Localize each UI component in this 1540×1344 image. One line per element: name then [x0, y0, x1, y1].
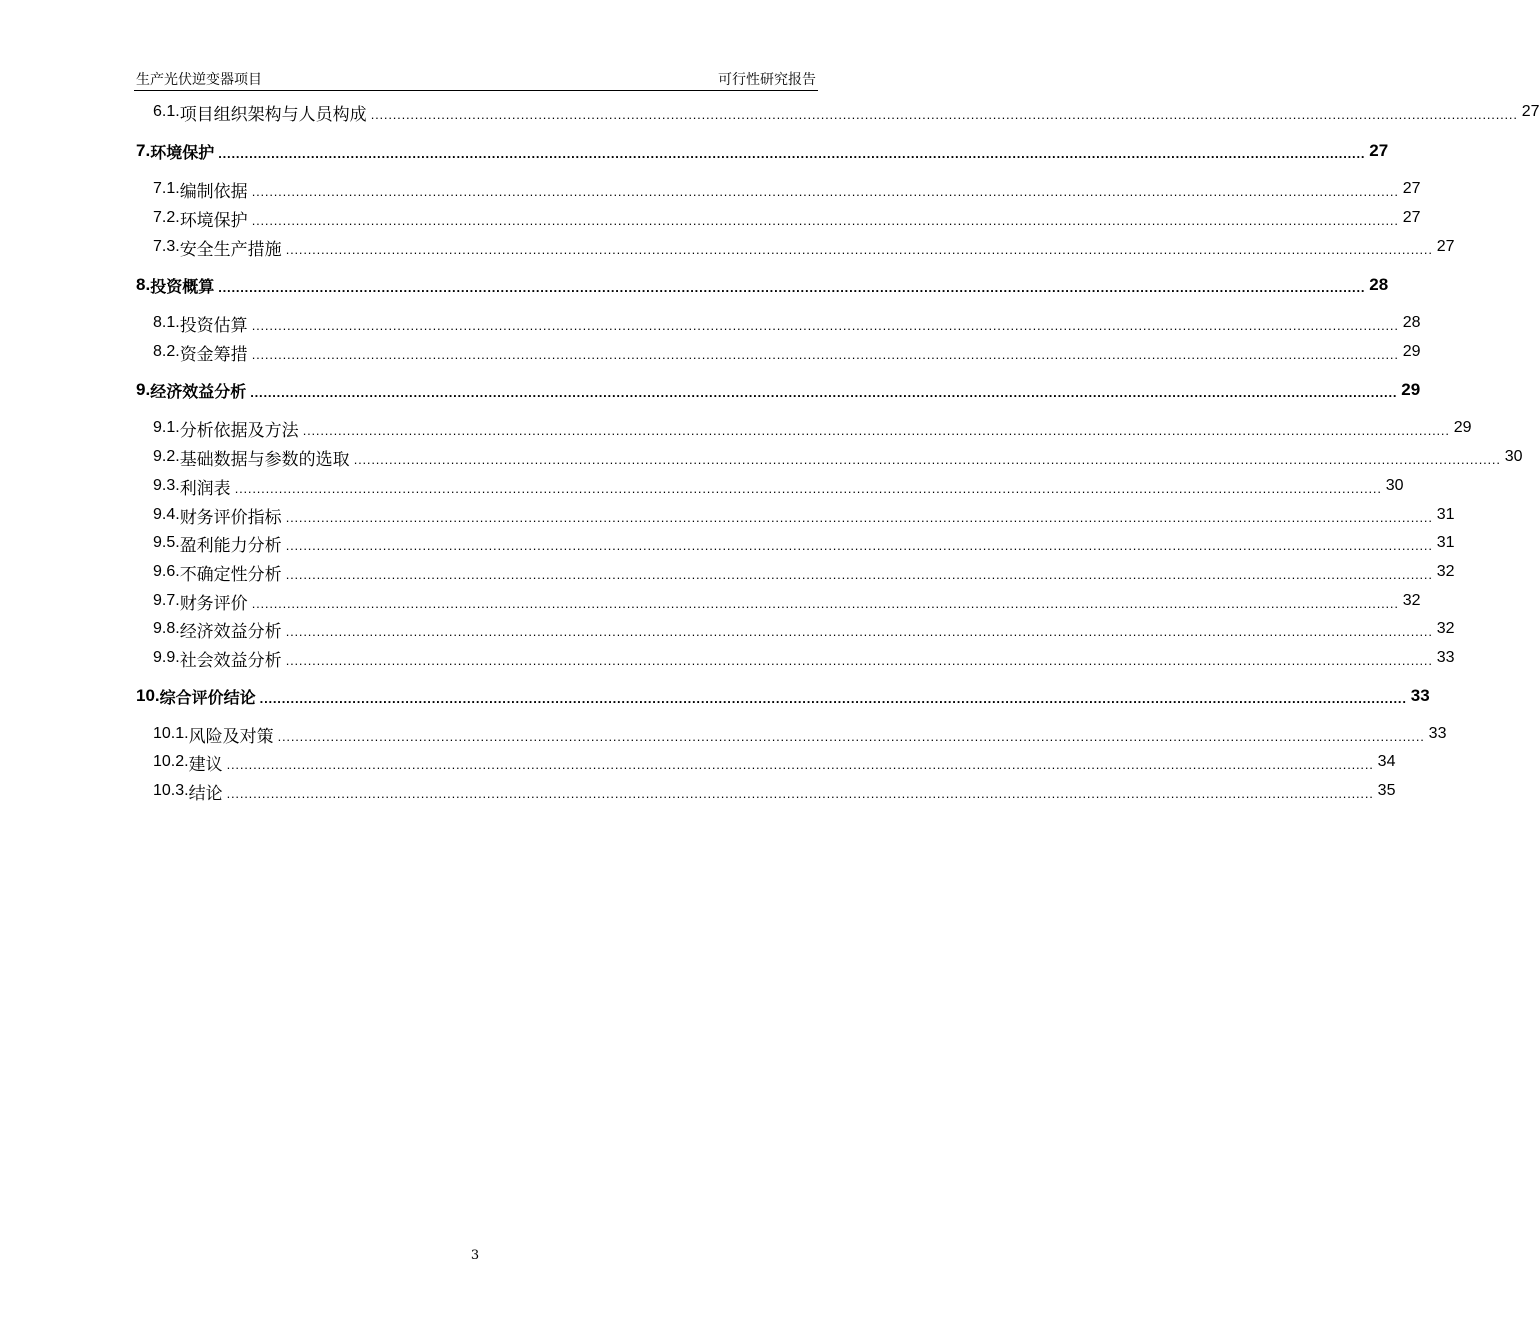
toc-entry-title: 项目组织架构与人员构成 — [179, 104, 367, 125]
toc-entry-number: 7. — [136, 141, 151, 160]
toc-section-entry[interactable] — [136, 415, 1472, 441]
toc-chapter-entry[interactable] — [136, 138, 1389, 164]
toc-leader-dots: .................................................................................................................................................................................................................................................................... — [302, 423, 1450, 438]
toc-entry-title: 建议 — [188, 754, 223, 775]
toc-entry-title: 资金筹措 — [179, 344, 248, 365]
toc-leader-dots: .................................................................................................................................................................................................................................................................... — [251, 596, 1399, 611]
toc-entry-number: 9.2. — [153, 448, 180, 465]
header-project-title: 生产光伏逆变器项目 — [136, 72, 262, 88]
toc-entry-number: 9.1. — [153, 419, 180, 436]
header-report-type: 可行性研究报告 — [718, 72, 816, 88]
toc-entry-page: 32 — [1402, 592, 1421, 609]
toc-entry-number: 10. — [136, 686, 160, 705]
toc-entry-page: 31 — [1436, 506, 1455, 523]
page-header — [134, 70, 818, 91]
toc-entry-title: 投资估算 — [179, 315, 248, 336]
toc-section-entry[interactable] — [136, 205, 1421, 231]
toc-leader-dots: .................................................................................................................................................................................................................................................................... — [370, 107, 1518, 122]
toc-leader-dots: .................................................................................................................................................................................................................................................................... — [251, 213, 1399, 228]
toc-entry-page: 29 — [1401, 380, 1421, 399]
toc-entry-number: 8. — [136, 275, 151, 294]
toc-entry-title: 环境保护 — [150, 142, 215, 162]
toc-section-entry[interactable] — [136, 502, 1455, 528]
toc-section-entry[interactable] — [136, 588, 1421, 614]
toc-entry-title: 社会效益分析 — [179, 650, 282, 671]
toc-entry-title: 分析依据及方法 — [179, 420, 299, 441]
toc-entry-number: 8.1. — [153, 314, 180, 331]
toc-entry-title: 财务评价指标 — [179, 507, 282, 528]
toc-section-entry[interactable] — [136, 234, 1455, 260]
toc-entry-page: 27 — [1402, 209, 1421, 226]
toc-leader-dots: .................................................................................................................................................................................................................................................................... — [259, 691, 1407, 706]
toc-entry-page: 27 — [1369, 141, 1389, 160]
toc-entry-page: 27 — [1436, 238, 1455, 255]
toc-entry-number: 9.4. — [153, 506, 180, 523]
toc-leader-dots: .................................................................................................................................................................................................................................................................... — [277, 729, 1425, 744]
toc-entry-page: 28 — [1402, 314, 1421, 331]
toc-entry-title: 综合评价结论 — [159, 687, 256, 707]
toc-leader-dots: .................................................................................................................................................................................................................................................................... — [251, 184, 1399, 199]
toc-entry-number: 10.3. — [153, 782, 189, 799]
toc-entry-page: 29 — [1402, 343, 1421, 360]
toc-entry-page: 27 — [1402, 180, 1421, 197]
toc-entry-title: 结论 — [188, 783, 223, 804]
toc-section-entry[interactable] — [136, 444, 1523, 470]
toc-section-entry[interactable] — [136, 473, 1404, 499]
toc-entry-title: 利润表 — [179, 478, 231, 499]
toc-leader-dots: .................................................................................................................................................................................................................................................................... — [285, 567, 1433, 582]
toc-leader-dots: .................................................................................................................................................................................................................................................................... — [251, 347, 1399, 362]
toc-leader-dots: .................................................................................................................................................................................................................................................................... — [285, 510, 1433, 525]
toc-entry-number: 10.2. — [153, 753, 189, 770]
toc-entry-title: 风险及对策 — [188, 726, 274, 747]
toc-section-entry[interactable] — [136, 559, 1455, 585]
toc-chapter-entry[interactable] — [136, 377, 1421, 403]
toc-leader-dots: .................................................................................................................................................................................................................................................................... — [251, 318, 1399, 333]
toc-section-entry[interactable] — [136, 616, 1455, 642]
toc-entry-number: 9.5. — [153, 534, 180, 551]
toc-entry-title: 投资概算 — [150, 276, 215, 296]
toc-chapter-entry[interactable] — [136, 272, 1389, 298]
toc-section-entry[interactable] — [136, 530, 1455, 556]
toc-entry-title: 编制依据 — [179, 181, 248, 202]
toc-entry-page: 27 — [1521, 103, 1540, 120]
toc-entry-title: 财务评价 — [179, 593, 248, 614]
toc-entry-title: 安全生产措施 — [179, 239, 282, 260]
toc-entry-page: 30 — [1385, 477, 1404, 494]
toc-section-entry[interactable] — [136, 310, 1421, 336]
toc-leader-dots: .................................................................................................................................................................................................................................................................... — [285, 242, 1433, 257]
toc-leader-dots: .................................................................................................................................................................................................................................................................... — [226, 786, 1374, 801]
toc-entry-title: 环境保护 — [179, 210, 248, 231]
toc-entry-number: 9.7. — [153, 592, 180, 609]
toc-entry-number: 9.6. — [153, 563, 180, 580]
toc-entry-page: 34 — [1377, 753, 1396, 770]
toc-entry-page: 33 — [1428, 725, 1447, 742]
toc-entry-page: 32 — [1436, 563, 1455, 580]
page-number: 3 — [470, 1248, 480, 1263]
toc-section-entry[interactable] — [136, 645, 1455, 671]
toc-leader-dots: .................................................................................................................................................................................................................................................................... — [285, 624, 1433, 639]
toc-entry-number: 6.1. — [153, 103, 180, 120]
toc-entry-page: 33 — [1436, 649, 1455, 666]
toc-leader-dots: .................................................................................................................................................................................................................................................................... — [250, 385, 1398, 400]
toc-entry-number: 8.2. — [153, 343, 180, 360]
toc-chapter-entry[interactable] — [136, 683, 1430, 709]
toc-leader-dots: .................................................................................................................................................................................................................................................................... — [353, 452, 1501, 467]
toc-leader-dots: .................................................................................................................................................................................................................................................................... — [226, 757, 1374, 772]
toc-entry-number: 9.3. — [153, 477, 180, 494]
toc-leader-dots: .................................................................................................................................................................................................................................................................... — [234, 481, 1382, 496]
toc-section-entry[interactable] — [136, 721, 1447, 747]
toc-entry-number: 7.2. — [153, 209, 180, 226]
toc-entry-number: 9.8. — [153, 620, 180, 637]
toc-section-entry[interactable] — [136, 778, 1396, 804]
toc-entry-title: 经济效益分析 — [179, 621, 282, 642]
toc-entry-number: 10.1. — [153, 725, 189, 742]
toc-section-entry[interactable] — [136, 99, 1540, 125]
toc-entry-number: 7.3. — [153, 238, 180, 255]
toc-entry-page: 35 — [1377, 782, 1396, 799]
toc-entry-title: 经济效益分析 — [150, 381, 247, 401]
toc-entry-page: 28 — [1369, 275, 1389, 294]
toc-entry-title: 不确定性分析 — [179, 564, 282, 585]
toc-entry-page: 31 — [1436, 534, 1455, 551]
toc-section-entry[interactable] — [136, 749, 1396, 775]
toc-leader-dots: .................................................................................................................................................................................................................................................................... — [218, 280, 1366, 295]
toc-entry-title: 基础数据与参数的选取 — [179, 449, 350, 470]
toc-leader-dots: .................................................................................................................................................................................................................................................................... — [218, 146, 1366, 161]
toc-entry-number: 9. — [136, 380, 151, 399]
toc-entry-page: 29 — [1453, 419, 1472, 436]
toc-section-entry[interactable] — [136, 339, 1421, 365]
toc-entry-page: 33 — [1410, 686, 1430, 705]
toc-entry-title: 盈利能力分析 — [179, 535, 282, 556]
toc-entry-number: 7.1. — [153, 180, 180, 197]
toc-leader-dots: .................................................................................................................................................................................................................................................................... — [285, 538, 1433, 553]
toc-section-entry[interactable] — [136, 176, 1421, 202]
toc-entry-number: 9.9. — [153, 649, 180, 666]
toc-leader-dots: .................................................................................................................................................................................................................................................................... — [285, 653, 1433, 668]
toc-entry-page: 30 — [1504, 448, 1523, 465]
toc-entry-page: 32 — [1436, 620, 1455, 637]
